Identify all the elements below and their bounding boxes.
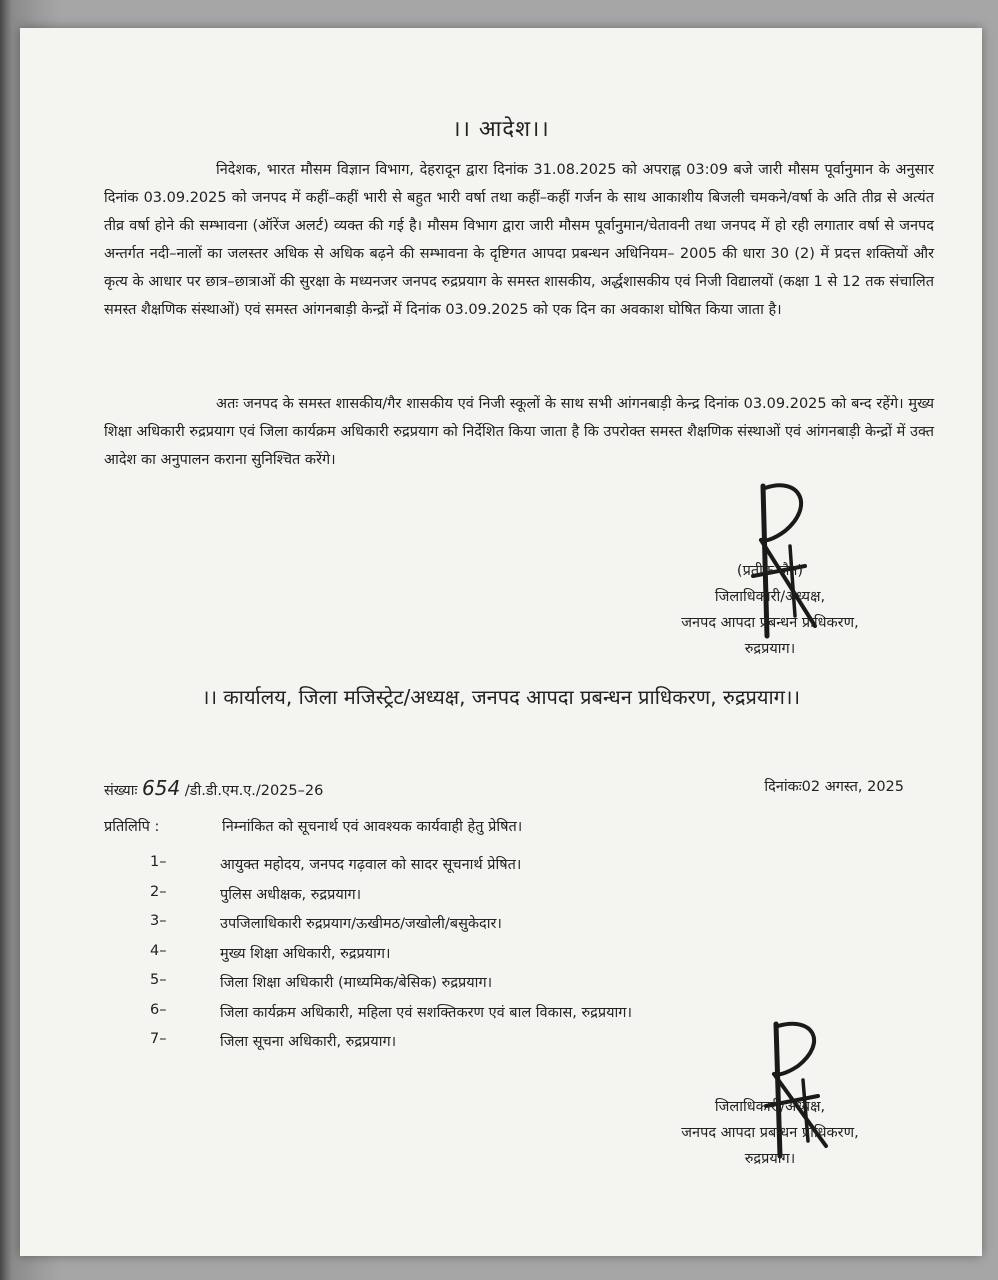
order-paragraph-2-text: अतः जनपद के समस्त शासकीय/गैर शासकीय एवं निजी स्कूलों के साथ सभी आंगनबाड़ी केन्द्र दिनांक 03.09.2025 को बन्द रहेंगे। मुख्य शिक्षा अधिकारी रुद्रप्रयाग एवं जिला कार्यक्रम अधिकारी रुद्रप्रयाग को निर्देशित किया जाता है कि उपरोक्त समस्त शैक्षणिक संस्थाओं एवं आंगनबाड़ी केन्द्रों में उक्त आदेश का अनुपालन कराना सुनिश्चित करेंगे। [104,396,934,468]
list-item-text: जिला शिक्षा अधिकारी (माध्यमिक/बेसिक) रुद्रप्रयाग। [220,975,493,991]
list-item [150,972,850,1002]
list-item-text: आयुक्त महोदय, जनपद गढ़वाल को सादर सूचनार्थ प्रेषित। [220,857,522,873]
document-page [20,28,982,1256]
office-heading: ।। कार्यालय, जिला मजिस्ट्रेट/अध्यक्ष, जनपद आपदा प्रबन्धन प्राधिकरण, रुद्रप्रयाग।। [201,685,801,709]
signatory-authority-2: जनपद आपदा प्रबन्धन प्राधिकरण, [681,1125,859,1141]
list-item [150,943,850,973]
order-title: ।। आदेश।। [452,117,550,142]
signatory-authority: जनपद आपदा प्रबन्धन प्राधिकरण, [681,615,859,631]
reference-label: संख्याः [104,783,138,799]
list-item-number: 5– [150,972,167,988]
signatory-place: रुद्रप्रयाग। [744,641,796,657]
signatory-designation-2: जिलाधिकारी/अध्यक्ष, [714,1099,826,1115]
list-item [150,884,850,914]
list-item-number: 3– [150,913,167,929]
list-item [150,854,850,884]
copy-to-label: प्रतिलिपि : [104,819,160,835]
list-item-text: मुख्य शिक्षा अधिकारी, रुद्रप्रयाग। [220,945,391,962]
signatory-name: (प्रतीक जैन) [736,563,804,579]
list-item-number: 2– [150,883,167,900]
list-item [150,1002,850,1032]
list-item-number: 4– [150,942,167,959]
reference-number [104,776,323,800]
list-item-text: पुलिस अधीक्षक, रुद्रप्रयाग। [220,886,362,903]
list-item-number: 1– [150,854,167,870]
order-paragraph-1 [104,156,934,324]
copy-to-intro: निम्नांकित को सूचनार्थ एवं आवश्यक कार्यवाही हेतु प्रेषित। [222,819,523,835]
list-item-text: जिला कार्यक्रम अधिकारी, महिला एवं सशक्तिकरण एवं बाल विकास, रुद्रप्रयाग। [220,1004,632,1021]
signature-block-2 [620,1094,920,1172]
list-item [150,1031,850,1061]
signatory-place-2: रुद्रप्रयाग। [744,1151,796,1167]
reference-date: दिनांकः02 अगस्त, 2025 [764,779,904,795]
list-item-number: 7– [150,1031,167,1047]
reference-suffix: /डी.डी.एम.ए./2025–26 [184,783,324,799]
signature-block-1 [620,558,920,662]
list-item-number: 6– [150,1001,167,1018]
reference-handwritten-number: 654 [142,776,181,800]
list-item [150,913,850,943]
list-item-text: जिला सूचना अधिकारी, रुद्रप्रयाग। [220,1034,397,1050]
signatory-designation: जिलाधिकारी/अध्यक्ष, [714,589,826,605]
list-item-text: उपजिलाधिकारी रुद्रप्रयाग/ऊखीमठ/जखोली/बसुकेदार। [220,916,502,932]
order-paragraph-1-text: निदेशक, भारत मौसम विज्ञान विभाग, देहरादून द्वारा दिनांक 31.08.2025 को अपराह्न 03:09 बजे जारी मौसम पूर्वानुमान के अनुसार दिनांक 03.09.2025 को जनपद में कहीं–कहीं भारी से बहुत भारी वर्षा तथा कहीं–कहीं गर्जन के साथ आकाशीय बिजली चमकने/वर्षा के अति तीव्र से अत्यंत तीव्र वर्षा होने की सम्भावना (ऑरेंज अलर्ट) व्यक्त की गई है। मौसम विभाग द्वारा जारी मौसम पूर्वानुमान/चेतावनी तथा जनपद में हो रही लगातार वर्षा से जनपद अन्तर्गत नदी–नालों का जलस्तर अधिक से अधिक बढ़ने की सम्भावना के दृष्टिगत आपदा प्रबन्धन अधिनियम– 2005 की धारा 30 (2) में प्रदत्त शक्तियों और कृत्य के आधार पर छात्र–छात्राओं की सुरक्षा के मध्यनजर जनपद रुद्रप्रयाग के समस्त शासकीय, अर्द्धशासकीय एवं निजी विद्यालयों (कक्षा 1 से 12 तक संचालित समस्त शैक्षणिक संस्थाओं) एवं समस्त आंगनबाड़ी केन्द्रों में दिनांक 03.09.2025 को एक दिन का अवकाश घोषित किया जाता है। [104,162,934,318]
copy-to-list [150,854,850,1061]
order-paragraph-2 [104,390,934,474]
